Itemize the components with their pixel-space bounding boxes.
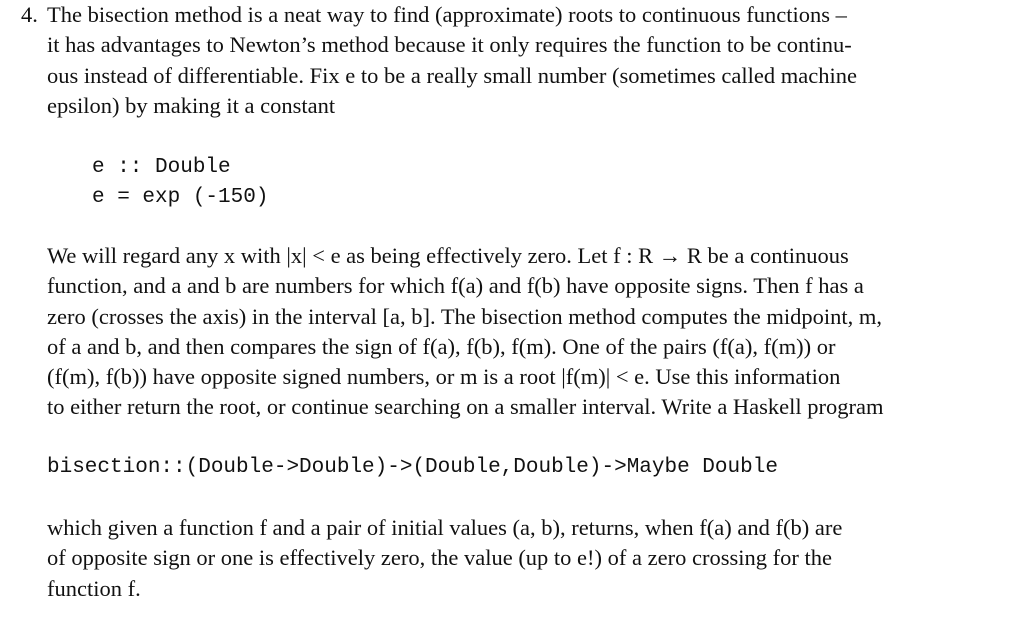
text-line: ous instead of differentiable. Fix e to be a really small number (sometimes called machine xyxy=(47,62,857,88)
text-line: it has advantages to Newton’s method because it only requires the function to be continu- xyxy=(47,32,852,58)
text-line: zero (crosses the axis) in the interval [a, b]. The bisection method computes the midpoint, m, xyxy=(47,303,882,329)
closing-paragraph xyxy=(47,513,972,604)
code-block xyxy=(92,153,268,213)
body-paragraph xyxy=(47,241,972,423)
text-line: of opposite sign or one is effectively zero, the value (up to e!) of a zero crossing for the xyxy=(47,545,832,571)
text-line: epsilon) by making it a constant xyxy=(47,92,336,118)
code-line: e = exp (-150) xyxy=(92,186,269,209)
text-line: The bisection method is a neat way to find (approximate) roots to continuous functions – xyxy=(47,2,847,27)
text-line: of a and b, and then compares the sign of f(a), f(b), f(m). One of the pairs (f(a), f(m)) or xyxy=(47,333,836,359)
text-line: to either return the root, or continue searching on a smaller interval. Write a Haskell program xyxy=(47,394,884,420)
code-line: e :: Double xyxy=(92,156,231,179)
text-line: (f(m), f(b)) have opposite signed numbers, or m is a root |f(m)| < e. Use this information xyxy=(47,364,841,390)
text-line: which given a function f and a pair of initial values (a, b), returns, when f(a) and f(b) are xyxy=(47,515,843,540)
intro-paragraph xyxy=(47,0,972,121)
text-line: function, and a and b are numbers for which f(a) and f(b) have opposite signs. Then f has a xyxy=(47,273,864,299)
text-line: We will regard any x with |x| < e as being effectively zero. Let f : R → R be a continuous xyxy=(47,243,849,268)
text-line: function f. xyxy=(47,575,141,601)
function-signature: bisection::(Double->Double)->(Double,Double)->Maybe Double xyxy=(47,456,778,479)
question-number: 4. xyxy=(21,2,38,27)
